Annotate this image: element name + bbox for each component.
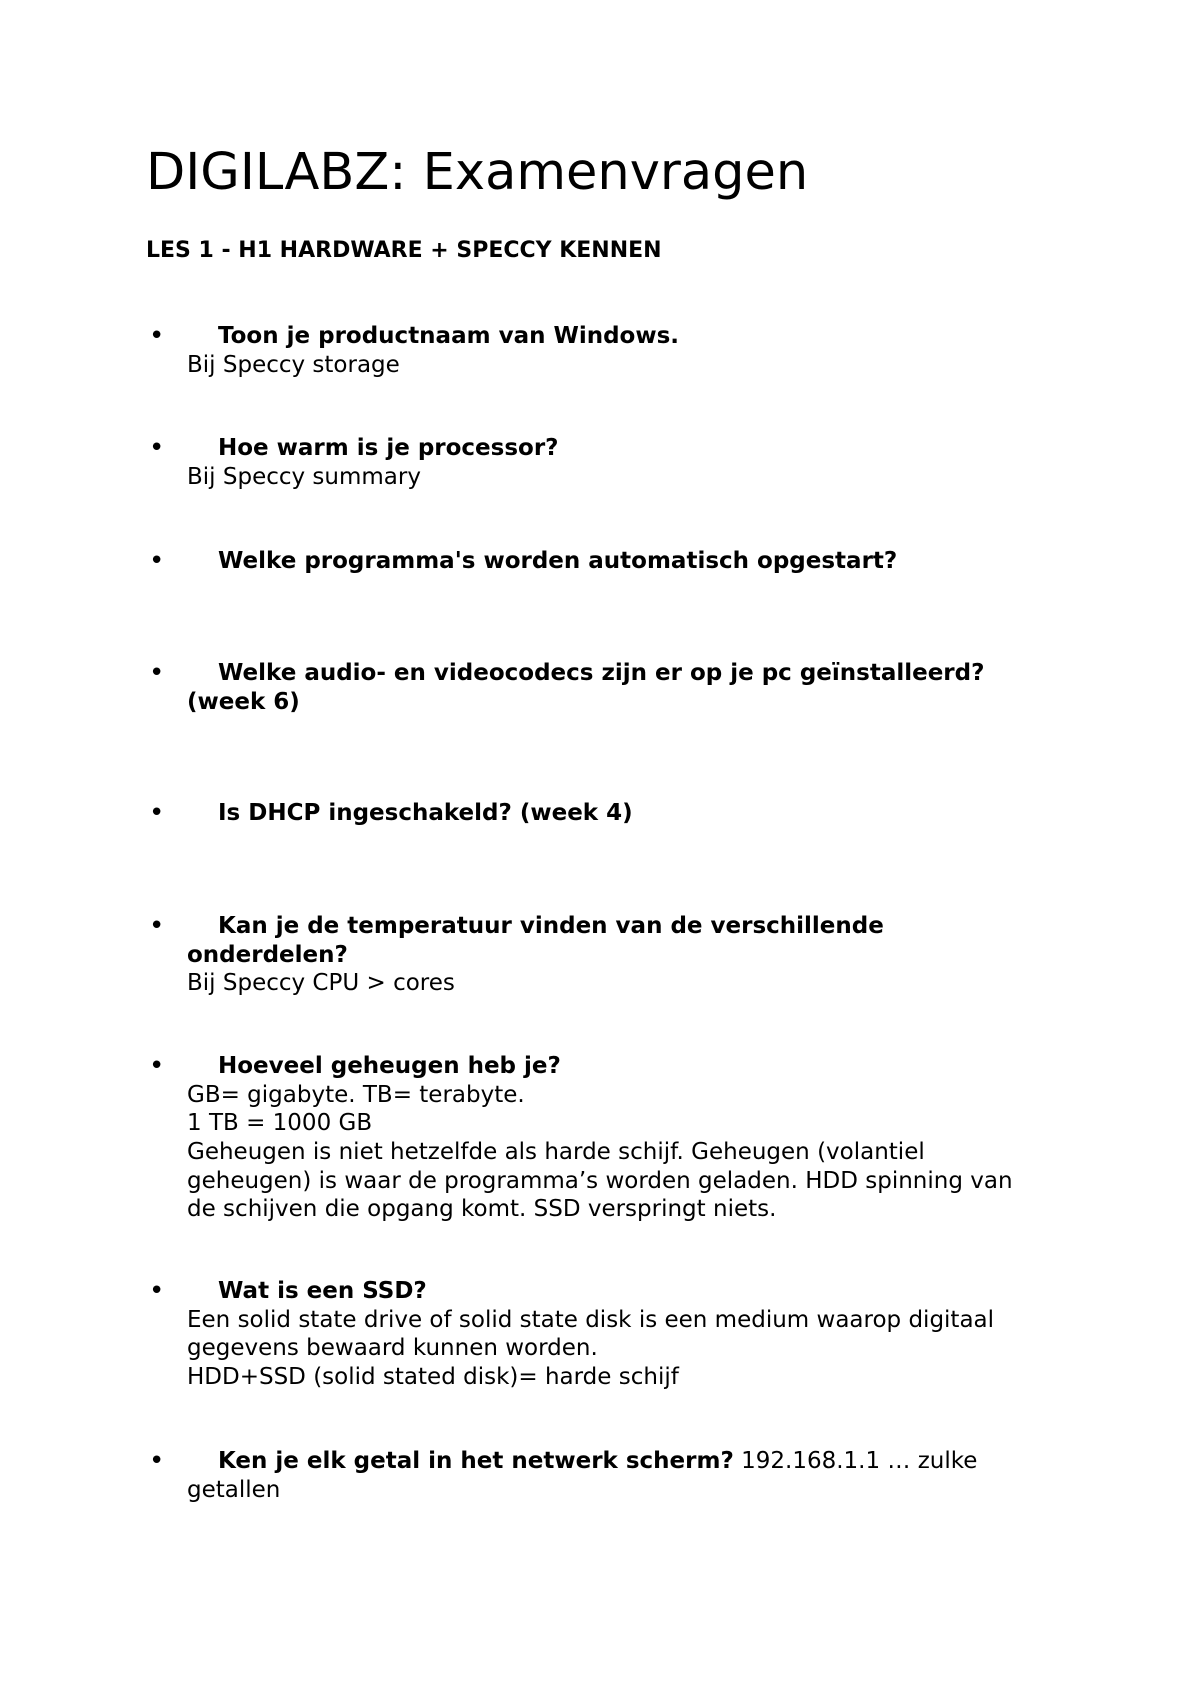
question-text-continued: onderdelen? <box>187 942 348 968</box>
answer-text: gegevens bewaard kunnen worden. <box>187 1335 598 1361</box>
answer-text: Een solid state drive of solid state disk is een medium waarop digitaal <box>187 1307 995 1333</box>
question-text: Welke audio- en videocodecs zijn er op je pc geïnstalleerd? <box>218 660 985 686</box>
answer-text: Bij Speccy CPU > cores <box>187 970 455 996</box>
answer-text: getallen <box>187 1477 281 1503</box>
answer-text: Geheugen is niet hetzelfde als harde schijf. Geheugen (volantiel <box>187 1139 925 1165</box>
inline-answer-text: 192.168.1.1 … zulke <box>733 1448 978 1474</box>
answer-text: de schijven die opgang komt. SSD verspringt niets. <box>187 1196 777 1222</box>
answer-text: geheugen) is waar de programma’s worden geladen. HDD spinning van <box>187 1168 1013 1194</box>
bullet-icon: • <box>149 798 165 828</box>
document-title: DIGILABZ: Examenvragen <box>146 143 809 202</box>
bullet-icon: • <box>149 433 165 463</box>
bullet-icon: • <box>149 1276 165 1306</box>
question-text: Welke programma's worden automatisch opgestart? <box>218 548 898 574</box>
bullet-icon: • <box>149 546 165 576</box>
answer-text: GB= gigabyte. TB= terabyte. <box>187 1082 525 1108</box>
question-text <box>218 1447 977 1476</box>
answer-text: Bij Speccy summary <box>187 464 421 490</box>
question-text: Hoe warm is je processor? <box>218 435 559 461</box>
question-text: Wat is een SSD? <box>218 1278 427 1304</box>
bullet-icon: • <box>149 1051 165 1081</box>
bullet-icon: • <box>149 911 165 941</box>
bullet-icon: • <box>149 321 165 351</box>
question-text: Is DHCP ingeschakeld? (week 4) <box>218 800 633 826</box>
bullet-icon: • <box>149 658 165 688</box>
question-text: Toon je productnaam van Windows. <box>218 323 680 349</box>
answer-text: 1 TB = 1000 GB <box>187 1110 373 1136</box>
question-text: Kan je de temperatuur vinden van de verschillende <box>218 913 884 939</box>
answer-text: Bij Speccy storage <box>187 352 400 378</box>
answer-text: HDD+SSD (solid stated disk)= harde schijf <box>187 1364 679 1390</box>
question-text-continued: (week 6) <box>187 689 300 715</box>
question-label: Ken je elk getal in het netwerk scherm? <box>218 1448 734 1474</box>
question-text: Hoeveel geheugen heb je? <box>218 1053 561 1079</box>
lesson-heading: LES 1 - H1 HARDWARE + SPECCY KENNEN <box>146 238 662 263</box>
bullet-icon: • <box>149 1446 165 1476</box>
